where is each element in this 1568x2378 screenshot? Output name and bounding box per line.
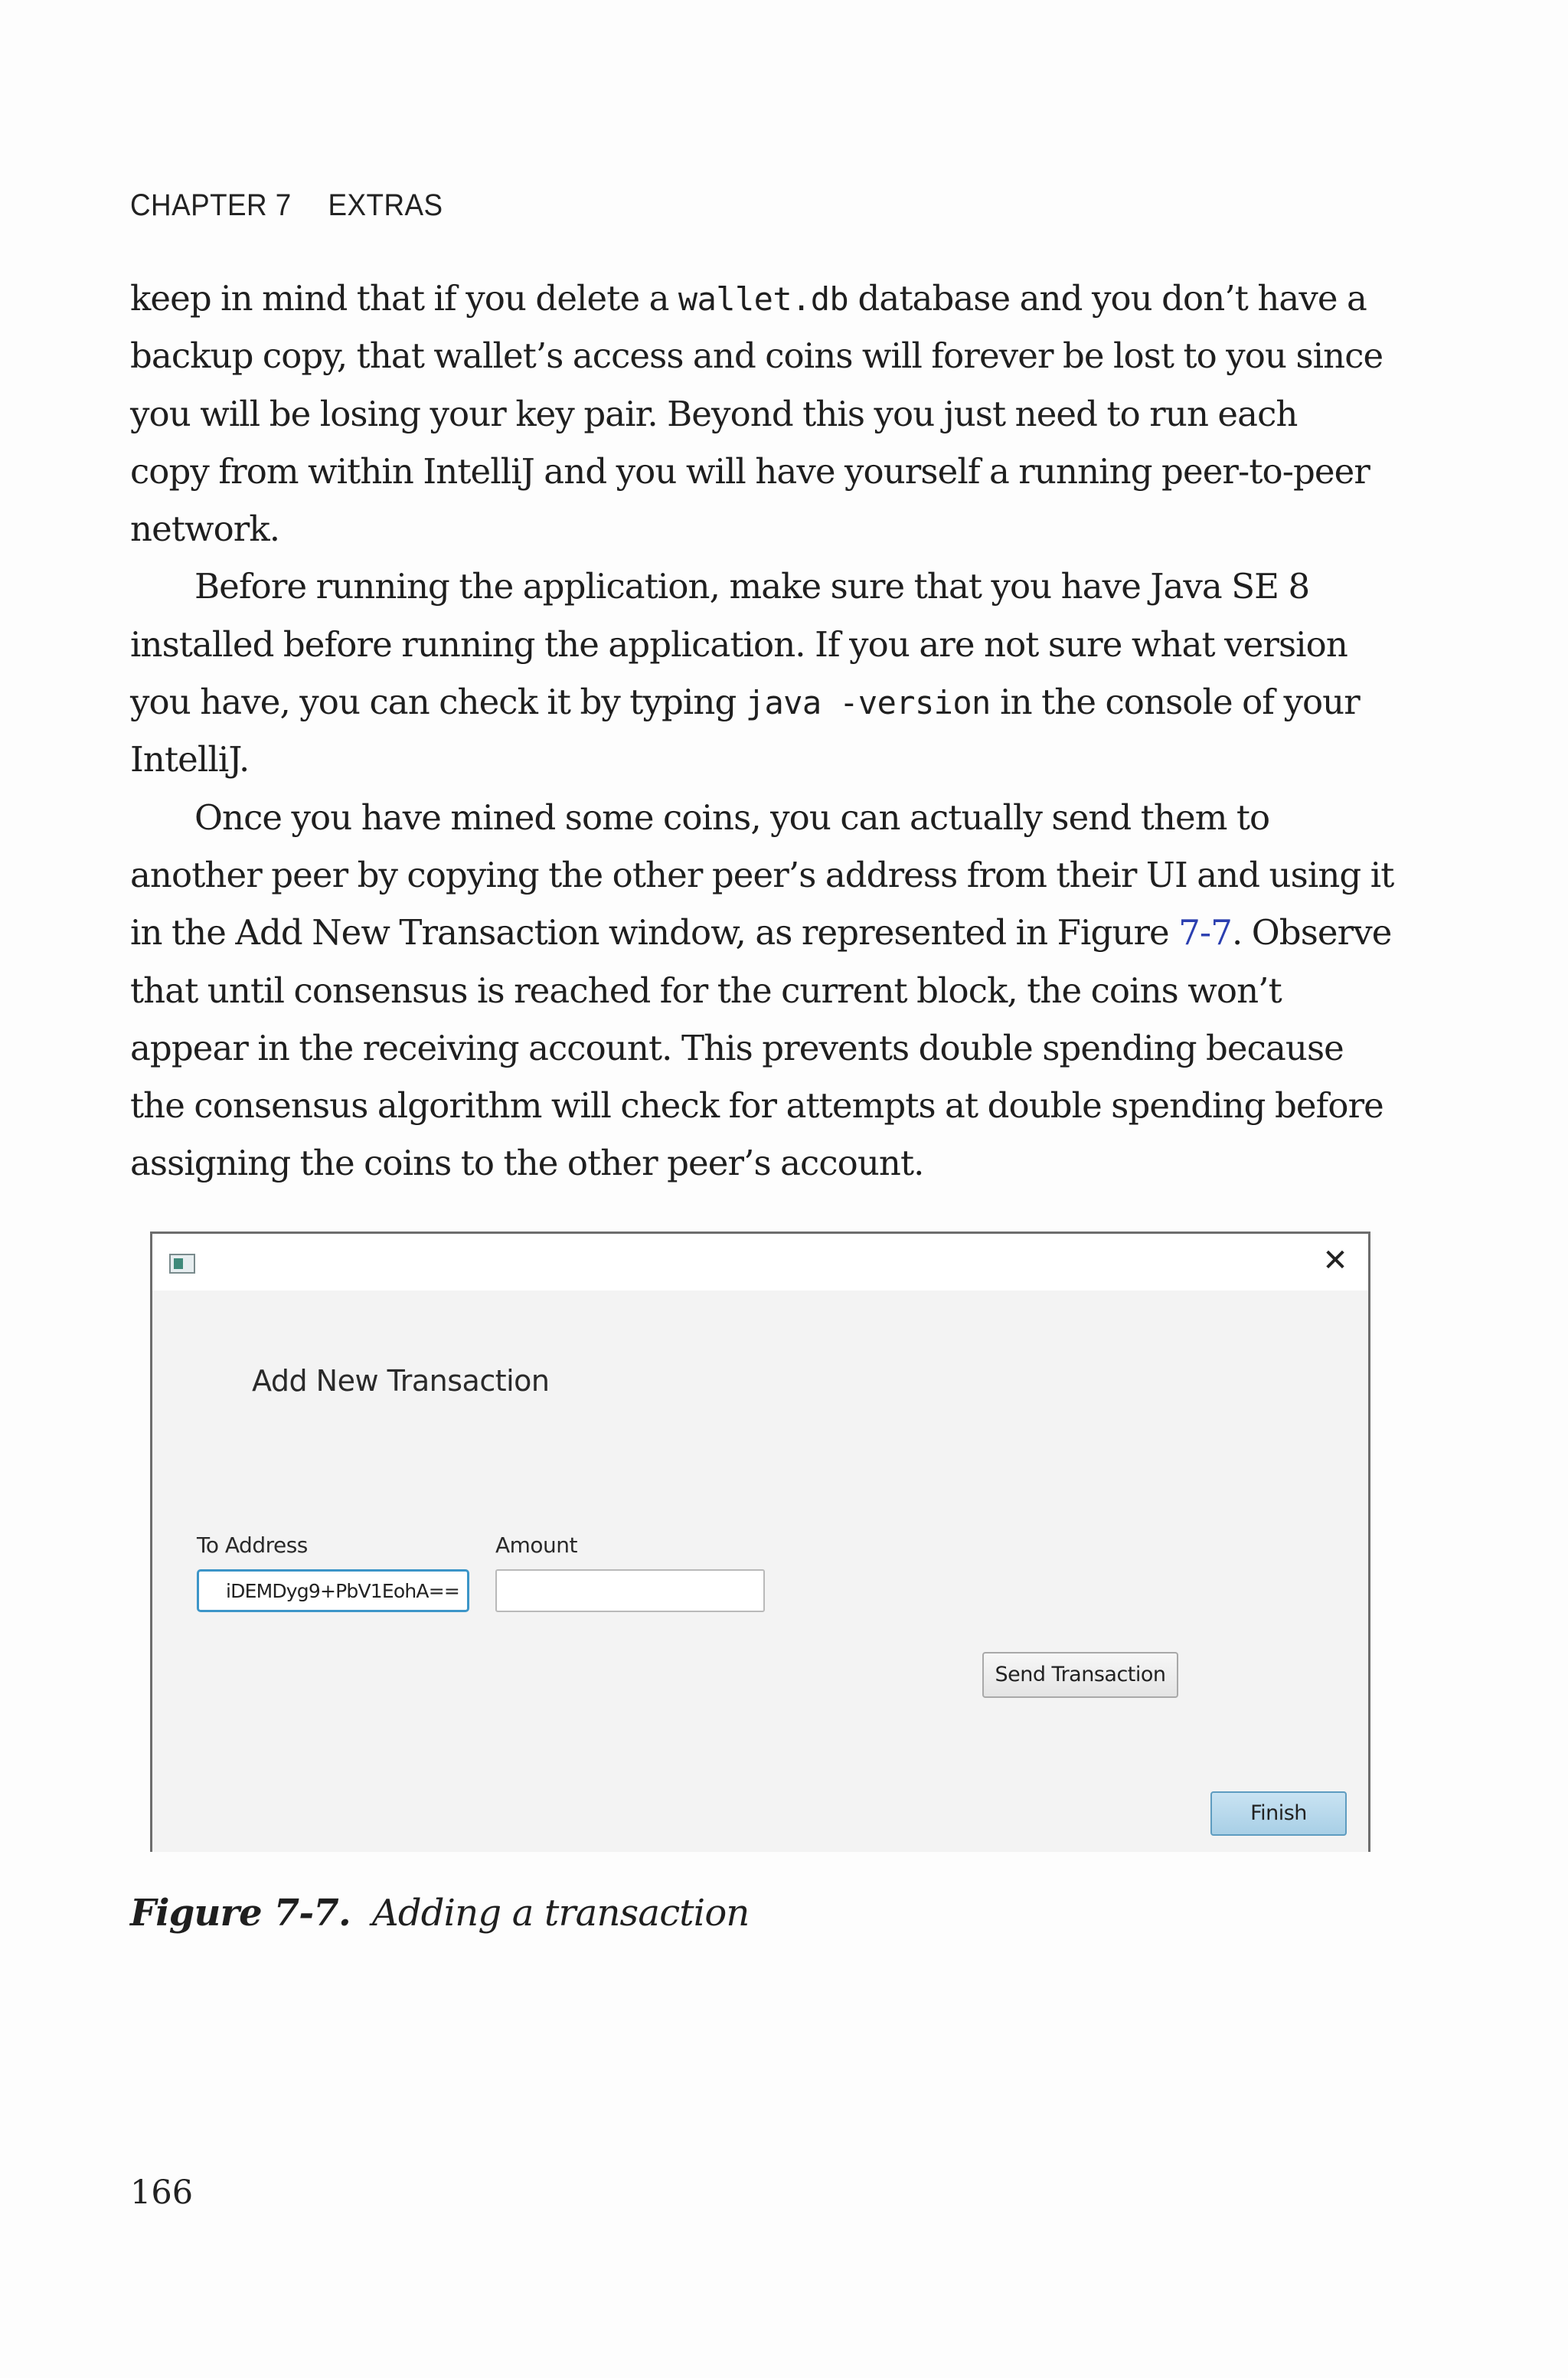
figure-caption-label: Figure 7-7. [130,1892,351,1935]
running-head [130,188,443,223]
paragraph-2-line: IntelliJ. [130,739,250,780]
paragraph-1-line: network. [130,509,280,550]
send-transaction-button[interactable]: Send Transaction [982,1652,1178,1698]
code-java-version: java -version [745,684,991,722]
text-run: database and you don’t have a [848,278,1367,319]
dialog-title: Add New Transaction [252,1364,550,1398]
finish-button[interactable]: Finish [1210,1791,1347,1836]
chapter-label: CHAPTER 7 [130,188,292,222]
amount-input[interactable] [495,1569,765,1612]
paragraph-1-line: backup copy, that wallet’s access and coins will forever be lost to you since [130,335,1383,377]
amount-label: Amount [495,1532,578,1558]
paragraph-2-line [130,673,1393,731]
paragraph-3-line [130,904,1393,961]
app-window-icon [169,1254,195,1274]
paragraph-2-line: installed before running the application. If you are not sure what version [130,623,1348,665]
text-run: . Observe [1231,912,1392,953]
page-number: 166 [130,2174,194,2212]
window-titlebar [152,1234,1368,1290]
paragraph-3-line: the consensus algorithm will check for attempts at double spending before [130,1085,1383,1127]
text-run: you have, you can check it by typing [130,682,746,723]
paragraph-1-line: copy from within IntelliJ and you will have yourself a running peer-to-peer [130,450,1370,492]
code-wallet-db: wallet.db [678,280,849,318]
add-transaction-window-screenshot [150,1232,1370,1852]
paragraph-1-line: you will be losing your key pair. Beyond this you just need to run each [130,393,1298,434]
paragraph-2-line: Before running the application, make sure that you have Java SE 8 [194,566,1310,607]
close-icon[interactable]: ✕ [1322,1243,1348,1278]
to-address-label: To Address [197,1532,308,1558]
paragraph-3-line: that until consensus is reached for the current block, the coins won’t [130,970,1282,1011]
paragraph-3-line: another peer by copying the other peer’s address from their UI and using it [130,854,1394,895]
body-text [130,270,1393,1192]
paragraph-3-line: assigning the coins to the other peer’s account. [130,1143,924,1184]
paragraph-3-line: appear in the receiving account. This prevents double spending because [130,1027,1344,1068]
to-address-input[interactable]: iDEMDyg9+PbV1EohA== [197,1569,469,1612]
text-run: keep in mind that if you delete a [130,278,678,319]
section-label: EXTRAS [328,188,443,222]
text-run: in the Add New Transaction window, as represented in Figure [130,912,1179,953]
text-run: in the console of your [990,682,1360,723]
figure-caption-text: Adding a transaction [371,1892,750,1935]
figure-cross-reference-link[interactable]: 7-7 [1178,912,1232,953]
paragraph-1-line [130,270,1393,327]
figure-caption [130,1892,750,1935]
paragraph-3-line: Once you have mined some coins, you can actually send them to [194,796,1270,838]
